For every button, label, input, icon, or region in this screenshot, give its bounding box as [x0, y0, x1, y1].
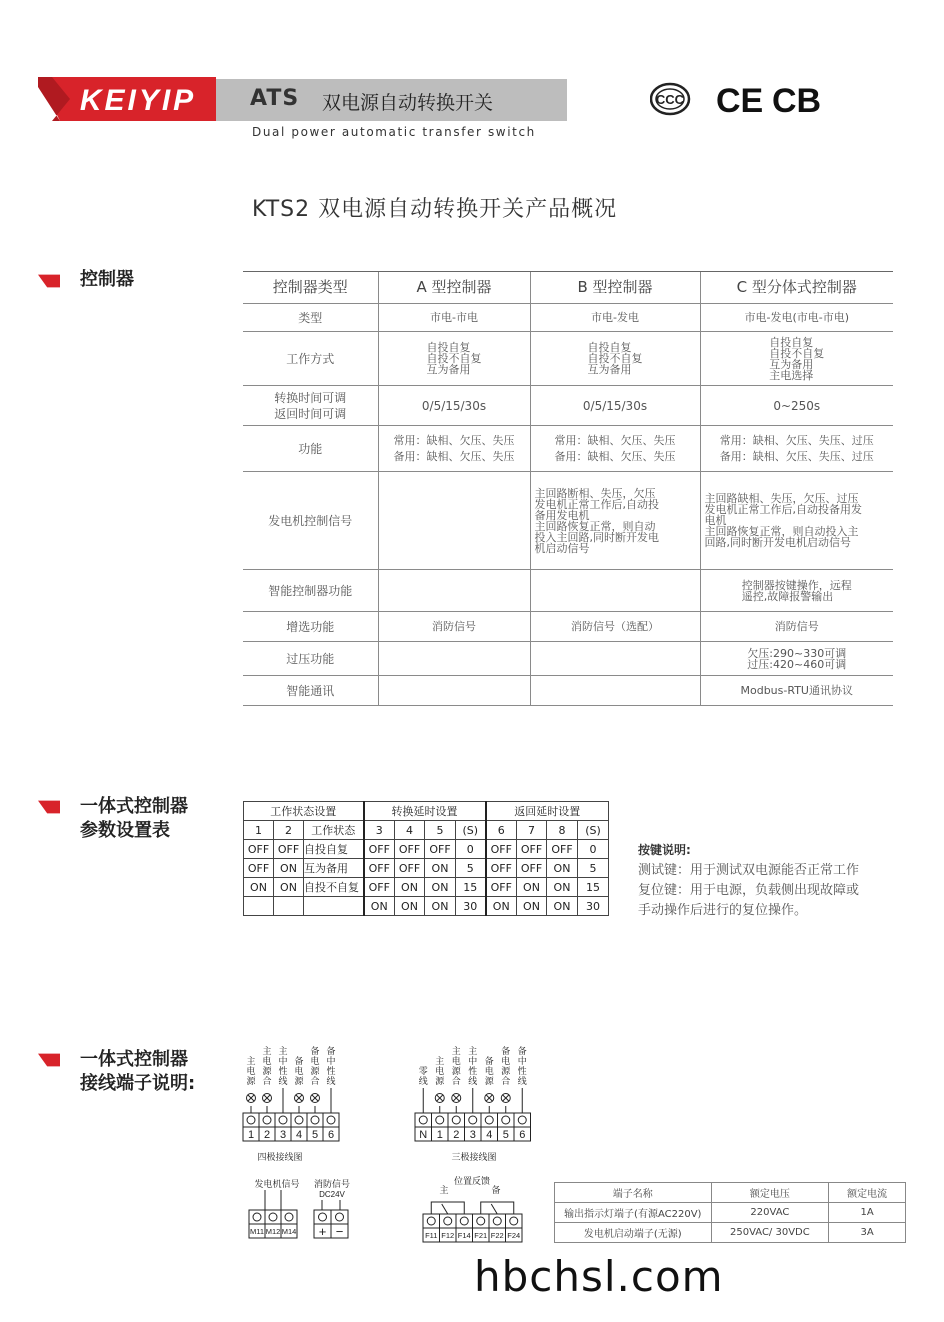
terminal-label: 4 — [295, 1129, 303, 1141]
product-subtitle: Dual power automatic transfer switch — [252, 125, 536, 139]
table-cell: 输出指示灯端子(有源AC220V) — [555, 1203, 712, 1223]
table-cell — [274, 897, 304, 916]
table-cell: OFF — [486, 859, 517, 878]
table-cell — [378, 570, 530, 612]
website-link[interactable]: hbchsl.com — [474, 1252, 724, 1301]
ccc-mark-icon — [651, 84, 689, 114]
cell-line: 常用：缺相、欠压、失压 — [554, 433, 676, 447]
section-title-line: 一体式控制器 — [80, 796, 188, 817]
table-cell: 250VAC/ 30VDC — [711, 1223, 829, 1243]
screw-terminal-icon — [247, 1116, 255, 1124]
section-marker-icon — [38, 1053, 60, 1067]
table-cell: ON — [425, 897, 456, 916]
brand-logo — [38, 77, 216, 121]
cell-line: 备用发电机 — [534, 508, 590, 522]
table-cell — [378, 612, 530, 642]
table-cell — [378, 642, 530, 676]
relay-contact-line — [431, 1202, 464, 1214]
table-cell: ON — [395, 878, 425, 897]
diagram-label: 主 — [439, 1185, 449, 1195]
subheader-cell: 2 — [274, 821, 304, 840]
subheader-cell: 5 — [425, 821, 456, 840]
table-row — [555, 1203, 906, 1223]
cell-line: 电机 — [704, 514, 727, 527]
table-cell: OFF — [517, 840, 547, 859]
section-title-line: 一体式控制器 — [80, 1049, 188, 1070]
terminal-label: 5 — [311, 1129, 319, 1141]
table-cell: OFF — [364, 859, 395, 878]
table-cell: OFF — [425, 840, 456, 859]
table-cell — [244, 897, 274, 916]
table-cell: ON — [364, 897, 395, 916]
terminal-label: F24 — [507, 1231, 521, 1240]
table-cell: OFF — [364, 840, 395, 859]
cell-line: 自投自复 — [426, 341, 471, 354]
diagram-label: 备 — [491, 1185, 501, 1195]
screw-terminal-icon — [279, 1116, 287, 1124]
table-row — [243, 332, 893, 386]
terminal-label: M11 — [249, 1227, 265, 1236]
cell-line: 智能通讯 — [286, 683, 335, 698]
cert-logos — [650, 80, 830, 124]
subheader-cell: 3 — [364, 821, 395, 840]
cell-line: 欠压:290~330可调 — [747, 646, 847, 660]
subheader-cell: 6 — [486, 821, 517, 840]
cert-ccc: CCC — [655, 92, 685, 107]
table-row — [243, 570, 893, 612]
fire-signal-block — [310, 1176, 355, 1250]
cell-line: 发电机控制信号 — [268, 513, 353, 528]
screw-terminal-icon — [444, 1217, 452, 1225]
cell-line: 市电-市电 — [430, 311, 478, 324]
header-cell: C 型分体式控制器 — [700, 272, 893, 304]
section-marker-icon — [38, 800, 60, 814]
cell-line: 常用：缺相、欠压、失压 — [393, 433, 515, 447]
cell-line: 过压功能 — [286, 651, 335, 666]
table-row — [244, 897, 609, 916]
table-cell — [378, 426, 530, 472]
table-cell: OFF — [517, 859, 547, 878]
param-subheader-row — [244, 821, 609, 840]
table-cell — [530, 570, 700, 612]
subheader-cell: (S) — [578, 821, 609, 840]
cell-line: 机启动信号 — [534, 541, 590, 555]
terminal-label: 3 — [469, 1129, 476, 1141]
table-cell: OFF — [244, 840, 274, 859]
screw-terminal-icon — [253, 1213, 261, 1221]
param-group-row — [244, 802, 609, 821]
group-cell: 转换延时设置 — [364, 802, 486, 821]
table-cell — [530, 676, 700, 706]
vertical-label: 主中性线 — [278, 1046, 288, 1086]
cell-line: 转换时间可调 — [274, 390, 347, 405]
table-cell: 发电机启动端子(无源) — [555, 1223, 712, 1243]
subheader-cell: 工作状态 — [304, 821, 364, 840]
vertical-label: 备电源合 — [501, 1046, 511, 1086]
cell-line: 过压:420~460可调 — [747, 657, 847, 671]
vertical-label: 备电源 — [294, 1056, 304, 1086]
table-cell — [530, 332, 700, 386]
table-cell: 15 — [456, 878, 486, 897]
screw-terminal-icon — [419, 1116, 427, 1124]
table-cell — [378, 332, 530, 386]
screw-terminal-icon — [269, 1213, 277, 1221]
terminal-label: 4 — [486, 1129, 493, 1141]
page-title: KTS2 双电源自动转换开关产品概况 — [252, 197, 618, 222]
terminal-label: 2 — [263, 1129, 271, 1141]
terminal-label: N — [419, 1129, 428, 1141]
feedback-block — [420, 1174, 525, 1250]
terminal-label: 1 — [436, 1129, 443, 1141]
cell-line: 主回路缺相、失压，欠压、过压 — [704, 492, 859, 505]
screw-terminal-icon — [327, 1116, 335, 1124]
table-cell: ON — [517, 897, 547, 916]
table-cell — [530, 386, 700, 426]
table-cell: OFF — [395, 840, 425, 859]
cell-line: 互为备用 — [587, 363, 632, 376]
cell-line: 回路,同时断开发电机启动信号 — [704, 536, 851, 549]
screw-terminal-icon — [319, 1213, 327, 1221]
row-label-cell — [243, 386, 378, 426]
table-cell: 0 — [578, 840, 609, 859]
table-cell: OFF — [395, 859, 425, 878]
brand-name: KEIYIP — [79, 84, 197, 117]
table-cell — [378, 304, 530, 332]
diagram-caption: 三极接线图 — [451, 1152, 497, 1162]
cell-line: 常用：缺相、欠压、失压、过压 — [719, 433, 874, 447]
table-cell: ON — [517, 878, 547, 897]
vertical-label: 主电源 — [246, 1056, 256, 1086]
terminal-label: M12 — [265, 1227, 281, 1236]
cell-line: 市电-发电(市电-市电) — [744, 311, 850, 324]
table-cell: OFF — [274, 840, 304, 859]
param-table — [243, 801, 609, 916]
table-cell — [700, 612, 893, 642]
table-cell — [700, 304, 893, 332]
vertical-label: 主中性线 — [468, 1046, 478, 1086]
cell-line: 主回路断相、失压，欠压 — [534, 486, 656, 500]
screw-terminal-icon — [469, 1116, 477, 1124]
table-cell: ON — [547, 897, 578, 916]
table-cell: OFF — [244, 859, 274, 878]
cell-line: 控制器按键操作，远程 — [741, 578, 852, 592]
table-row — [243, 642, 893, 676]
row-label-cell — [243, 472, 378, 570]
cell-line: 消防信号 — [432, 620, 476, 633]
screw-terminal-icon — [485, 1116, 493, 1124]
table-cell — [700, 570, 893, 612]
table-cell — [700, 676, 893, 706]
table-cell — [304, 897, 364, 916]
cell-line: 消防信号（选配） — [571, 620, 659, 633]
cell-line: 返回时间可调 — [274, 406, 347, 421]
vertical-label: 主电源 — [435, 1056, 445, 1086]
table-cell — [378, 676, 530, 706]
diagram-label: 位置反馈 — [453, 1176, 491, 1186]
screw-terminal-icon — [336, 1213, 344, 1221]
row-label-cell — [243, 570, 378, 612]
table-cell — [530, 426, 700, 472]
diagram-label: DC24V — [319, 1190, 345, 1199]
cell-line: 主回路恢复正常，则自动投入主 — [704, 525, 859, 538]
key-note-line: 测试键：用于测试双电源能否正常工作 — [638, 863, 860, 878]
table-row — [243, 472, 893, 570]
product-code: ATS — [250, 86, 300, 111]
table-header-row — [243, 272, 893, 304]
screw-terminal-icon — [518, 1116, 526, 1124]
table-row — [244, 878, 609, 897]
cell-line: 0/5/15/30s — [582, 398, 648, 413]
product-title: 双电源自动转换开关 — [322, 92, 494, 114]
gen-signal-block — [245, 1176, 305, 1250]
table-cell — [700, 426, 893, 472]
table-cell: 3A — [829, 1223, 906, 1243]
cell-line: 类型 — [298, 310, 323, 325]
terminal-label: F12 — [441, 1231, 455, 1240]
table-row — [243, 426, 893, 472]
vertical-label: 主电源合 — [262, 1046, 272, 1086]
table-row — [243, 386, 893, 426]
table-row — [244, 840, 609, 859]
table-cell: 30 — [578, 897, 609, 916]
cell-line: 自投不自复 — [587, 352, 643, 365]
relay-contact-line — [491, 1204, 497, 1214]
table-cell: OFF — [547, 840, 578, 859]
table-cell: 30 — [456, 897, 486, 916]
table-row — [243, 304, 893, 332]
table-row — [555, 1223, 906, 1243]
cell-line: 自投自复 — [587, 341, 632, 354]
section-title-params — [80, 795, 188, 843]
screw-terminal-icon — [477, 1217, 485, 1225]
cell-line: 互为备用 — [769, 357, 814, 371]
header-cell: 额定电压 — [711, 1183, 829, 1203]
table-cell: 15 — [578, 878, 609, 897]
cell-line: 主电选择 — [769, 368, 814, 382]
table-cell: ON — [244, 878, 274, 897]
row-label-cell — [243, 426, 378, 472]
cell-line: 0~250s — [773, 398, 821, 413]
terminal-label: F14 — [457, 1231, 471, 1240]
screw-terminal-icon — [285, 1213, 293, 1221]
key-notes-title: 按键说明: — [638, 843, 691, 857]
subheader-cell: 4 — [395, 821, 425, 840]
cell-line: 自投不自复 — [769, 346, 825, 360]
table-cell: OFF — [364, 878, 395, 897]
table-row — [243, 676, 893, 706]
key-note-line: 手动操作后进行的复位操作。 — [638, 903, 808, 918]
vertical-label: 备电源 — [484, 1056, 494, 1086]
section-title-controller: 控制器 — [80, 269, 134, 290]
diagram-label: 消防信号 — [313, 1179, 351, 1189]
table-cell: ON — [395, 897, 425, 916]
table-cell — [700, 386, 893, 426]
screw-terminal-icon — [452, 1116, 460, 1124]
vertical-label: 备电源合 — [310, 1046, 320, 1086]
terminal-label: + — [318, 1224, 327, 1239]
group-cell: 返回延时设置 — [486, 802, 609, 821]
rating-table — [554, 1182, 906, 1243]
header-cell: B 型控制器 — [530, 272, 700, 304]
vertical-label: 主电源合 — [451, 1046, 461, 1086]
table-cell: OFF — [486, 878, 517, 897]
cell-line: 消防信号 — [774, 620, 819, 633]
table-row — [243, 612, 893, 642]
terminal-label: F21 — [474, 1231, 488, 1240]
diagram-caption: 四极接线图 — [257, 1152, 303, 1162]
terminal-label: 6 — [519, 1129, 526, 1141]
screw-terminal-icon — [427, 1217, 435, 1225]
cell-line: 备用：缺相、欠压、失压、过压 — [719, 449, 874, 463]
terminal-label: 5 — [502, 1129, 509, 1141]
vertical-label: 备中性线 — [517, 1046, 527, 1086]
screw-terminal-icon — [295, 1116, 303, 1124]
section-title-line: 接线端子说明: — [80, 1073, 196, 1094]
terminal-label: F11 — [425, 1231, 438, 1240]
table-cell: OFF — [486, 840, 517, 859]
controller-table — [243, 271, 893, 706]
terminal-label: 1 — [247, 1129, 255, 1141]
cell-line: 发电机正常工作后,自动投 — [534, 497, 659, 511]
cell-line: 自投自复 — [769, 335, 814, 349]
section-title-wiring — [80, 1048, 195, 1096]
row-label-cell — [243, 612, 378, 642]
cell-line: 功能 — [298, 441, 323, 456]
screw-terminal-icon — [502, 1116, 510, 1124]
section-title-line: 参数设置表 — [80, 820, 170, 841]
wiring-four-pole — [240, 1040, 350, 1174]
cell-line: 工作方式 — [286, 351, 335, 366]
table-cell — [700, 642, 893, 676]
terminal-label: M14 — [281, 1227, 297, 1236]
rating-header-row — [555, 1183, 906, 1203]
subheader-cell: 8 — [547, 821, 578, 840]
terminal-label: 3 — [279, 1129, 287, 1141]
relay-contact-line — [442, 1204, 448, 1214]
table-cell: 1A — [829, 1203, 906, 1223]
cell-line: 互为备用 — [426, 363, 471, 376]
table-cell: ON — [486, 897, 517, 916]
terminal-label: − — [335, 1224, 344, 1239]
table-cell: 自投自复 — [304, 840, 364, 859]
vertical-label: 零线 — [418, 1066, 428, 1086]
screw-terminal-icon — [460, 1217, 468, 1225]
header-cell: 端子名称 — [555, 1183, 712, 1203]
cert-cb: CB — [772, 82, 822, 120]
cell-line: 自投不自复 — [426, 352, 482, 365]
table-cell: 5 — [456, 859, 486, 878]
screw-terminal-icon — [263, 1116, 271, 1124]
section-marker-icon — [38, 274, 60, 288]
terminal-label: 2 — [453, 1129, 460, 1141]
header-cell: 控制器类型 — [243, 272, 378, 304]
table-cell — [530, 472, 700, 570]
subheader-cell: 7 — [517, 821, 547, 840]
screw-terminal-icon — [510, 1217, 518, 1225]
diagram-label: 发电机信号 — [254, 1179, 300, 1189]
screw-terminal-icon — [436, 1116, 444, 1124]
screw-terminal-icon — [311, 1116, 319, 1124]
cell-line: 增选功能 — [286, 619, 335, 634]
cell-line: 投入主回路,同时断开发电 — [534, 530, 659, 544]
table-cell: ON — [547, 859, 578, 878]
cell-line: 主回路恢复正常，则自动 — [534, 519, 656, 533]
key-notes — [638, 840, 859, 921]
subheader-cell: 1 — [244, 821, 274, 840]
table-row — [244, 859, 609, 878]
key-note-line: 复位键：用于电源，负载侧出现故障或 — [638, 883, 860, 898]
cell-line: 遥控,故障报警输出 — [741, 589, 834, 603]
row-label-cell — [243, 676, 378, 706]
table-cell: 0 — [456, 840, 486, 859]
row-label-cell — [243, 304, 378, 332]
table-cell: ON — [274, 859, 304, 878]
table-cell: 自投不自复 — [304, 878, 364, 897]
subheader-cell: (S) — [456, 821, 486, 840]
vertical-label: 备中性线 — [326, 1046, 336, 1086]
header-cell: A 型控制器 — [378, 272, 530, 304]
cell-line: 市电-发电 — [591, 311, 639, 324]
cell-line: 0/5/15/30s — [421, 398, 487, 413]
table-cell: ON — [425, 859, 456, 878]
screw-terminal-icon — [493, 1217, 501, 1225]
row-label-cell — [243, 332, 378, 386]
relay-contact-line — [481, 1202, 514, 1214]
table-cell: ON — [274, 878, 304, 897]
table-cell — [378, 386, 530, 426]
table-cell: ON — [547, 878, 578, 897]
table-cell: 5 — [578, 859, 609, 878]
cell-line: 智能控制器功能 — [268, 583, 353, 598]
group-cell: 工作状态设置 — [244, 802, 364, 821]
table-cell — [530, 612, 700, 642]
row-label-cell — [243, 642, 378, 676]
table-cell — [530, 304, 700, 332]
header-cell: 额定电流 — [829, 1183, 906, 1203]
table-cell: ON — [425, 878, 456, 897]
table-cell — [530, 642, 700, 676]
terminal-label: 6 — [327, 1129, 335, 1141]
cert-ce: CE — [716, 82, 764, 120]
terminal-label: F22 — [490, 1231, 504, 1240]
table-cell: 互为备用 — [304, 859, 364, 878]
table-cell: 220VAC — [711, 1203, 829, 1223]
table-cell — [700, 472, 893, 570]
table-cell — [700, 332, 893, 386]
cell-line: 备用：缺相、欠压、失压 — [393, 449, 515, 463]
wiring-three-pole — [410, 1040, 535, 1174]
cell-line: Modbus-RTU通讯协议 — [740, 684, 853, 697]
table-cell — [378, 472, 530, 570]
cell-line: 发电机正常工作后,自动投备用发 — [704, 503, 862, 516]
cell-line: 备用：缺相、欠压、失压 — [554, 449, 676, 463]
